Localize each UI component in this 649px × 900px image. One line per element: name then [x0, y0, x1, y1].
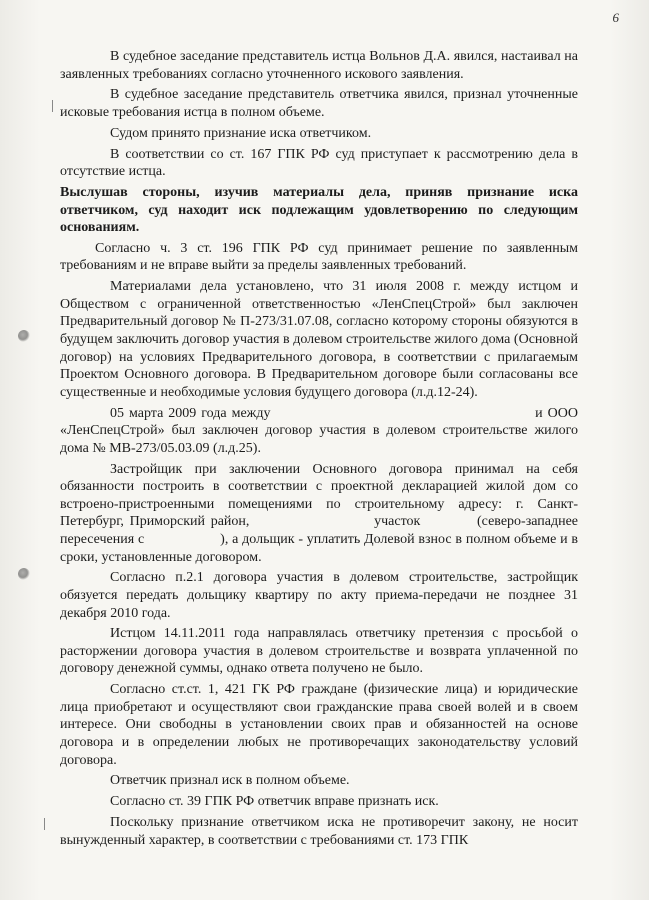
paragraph-8: 05 марта 2009 года между и ООО «ЛенСпецСтрой» был заключен договор участия в долевом строительстве жилого дома № МВ-273/05.03.09 (л.д.25).: [60, 405, 582, 456]
paragraph-5-bold: Выслушав стороны, изучив материалы дела, приняв признание иска ответчиком, суд находит иск подлежащим удовлетворению по следующим основаниям.: [60, 184, 578, 236]
paragraph-6: Согласно ч. 3 ст. 196 ГПК РФ суд принимает решение по заявленным требованиям и не вправе выйти за пределы заявленных требований.: [60, 240, 578, 274]
page-number: 6: [612, 10, 619, 25]
paragraph-3: Судом принято признание иска ответчиком.: [110, 125, 372, 141]
paragraph-11: Истцом 14.11.2011 года направлялась ответчику претензия с просьбой о расторжении договора участия в долевом строительстве и возврата уплаченной по договору денежной суммы, однако ответа получено не было.: [60, 626, 578, 677]
paragraph-9: Застройщик при заключении Основного договора принимал на себя обязанности построить в соответствии с проектной декларацией жилой дом со встроено-пристроенными помещениями по строительному адресу: г. Санкт-Петербург, Приморский район, участок (северо-западнее пересечения с ), а дольщик - уплатить Долевой взнос в полном объеме и в сроки, установленные договором.: [60, 461, 582, 565]
scan-mark: [52, 100, 53, 112]
paragraph-10: Согласно п.2.1 договора участия в долевом строительстве, застройщик обязуется передать дольщику квартиру по акту приема-передачи не позднее 31 декабря 2010 года.: [60, 570, 578, 621]
paragraph-12: Согласно ст.ст. 1, 421 ГК РФ граждане (физические лица) и юридические лица приобретают и осуществляют свои гражданские права своей волей и в своем интересе. Они свободны в установлении своих прав и обязанностей на основе договора и в определении любых не противоречащих законодательству условий договора.: [60, 682, 578, 768]
punch-hole-mark: [18, 330, 30, 342]
paragraph-1: В судебное заседание представитель истца Вольнов Д.А. явился, настаивал на заявленных требованиях согласно уточненного искового заявления.: [60, 49, 578, 82]
punch-hole-mark: [18, 568, 30, 580]
paragraph-2: В судебное заседание представитель ответчика явился, признал уточненные исковые требования истца в полном объеме.: [60, 87, 578, 120]
paragraph-7: Материалами дела установлено, что 31 июля 2008 г. между истцом и Обществом с ограниченной ответственностью «ЛенСпецСтрой» был заключен Предварительный договор № П-273/31.07.08, согласно которому стороны обязуются в будущем заключить договор участия в долевом строительстве жилого дома (Основной договор) на условиях Предварительного договора, в соответствии с прилагаемым Проектом Основного договора. В Предварительном договоре были согласованы все существенные и необходимые условия будущего договора (л.д.12-24).: [60, 279, 578, 400]
paragraph-14: Согласно ст. 39 ГПК РФ ответчик вправе признать иск.: [110, 794, 439, 810]
paragraph-15: Поскольку признание ответчиком иска не противоречит закону, не носит вынужденный характер, в соответствии с требованиями ст. 173 ГПК: [60, 814, 578, 848]
paragraph-13: Ответчик признал иск в полном объеме.: [110, 773, 350, 789]
scan-mark: [44, 818, 45, 830]
document-body: [60, 48, 582, 852]
paragraph-4: В соответствии со ст. 167 ГПК РФ суд приступает к рассмотрению дела в отсутствие истца.: [60, 146, 578, 180]
